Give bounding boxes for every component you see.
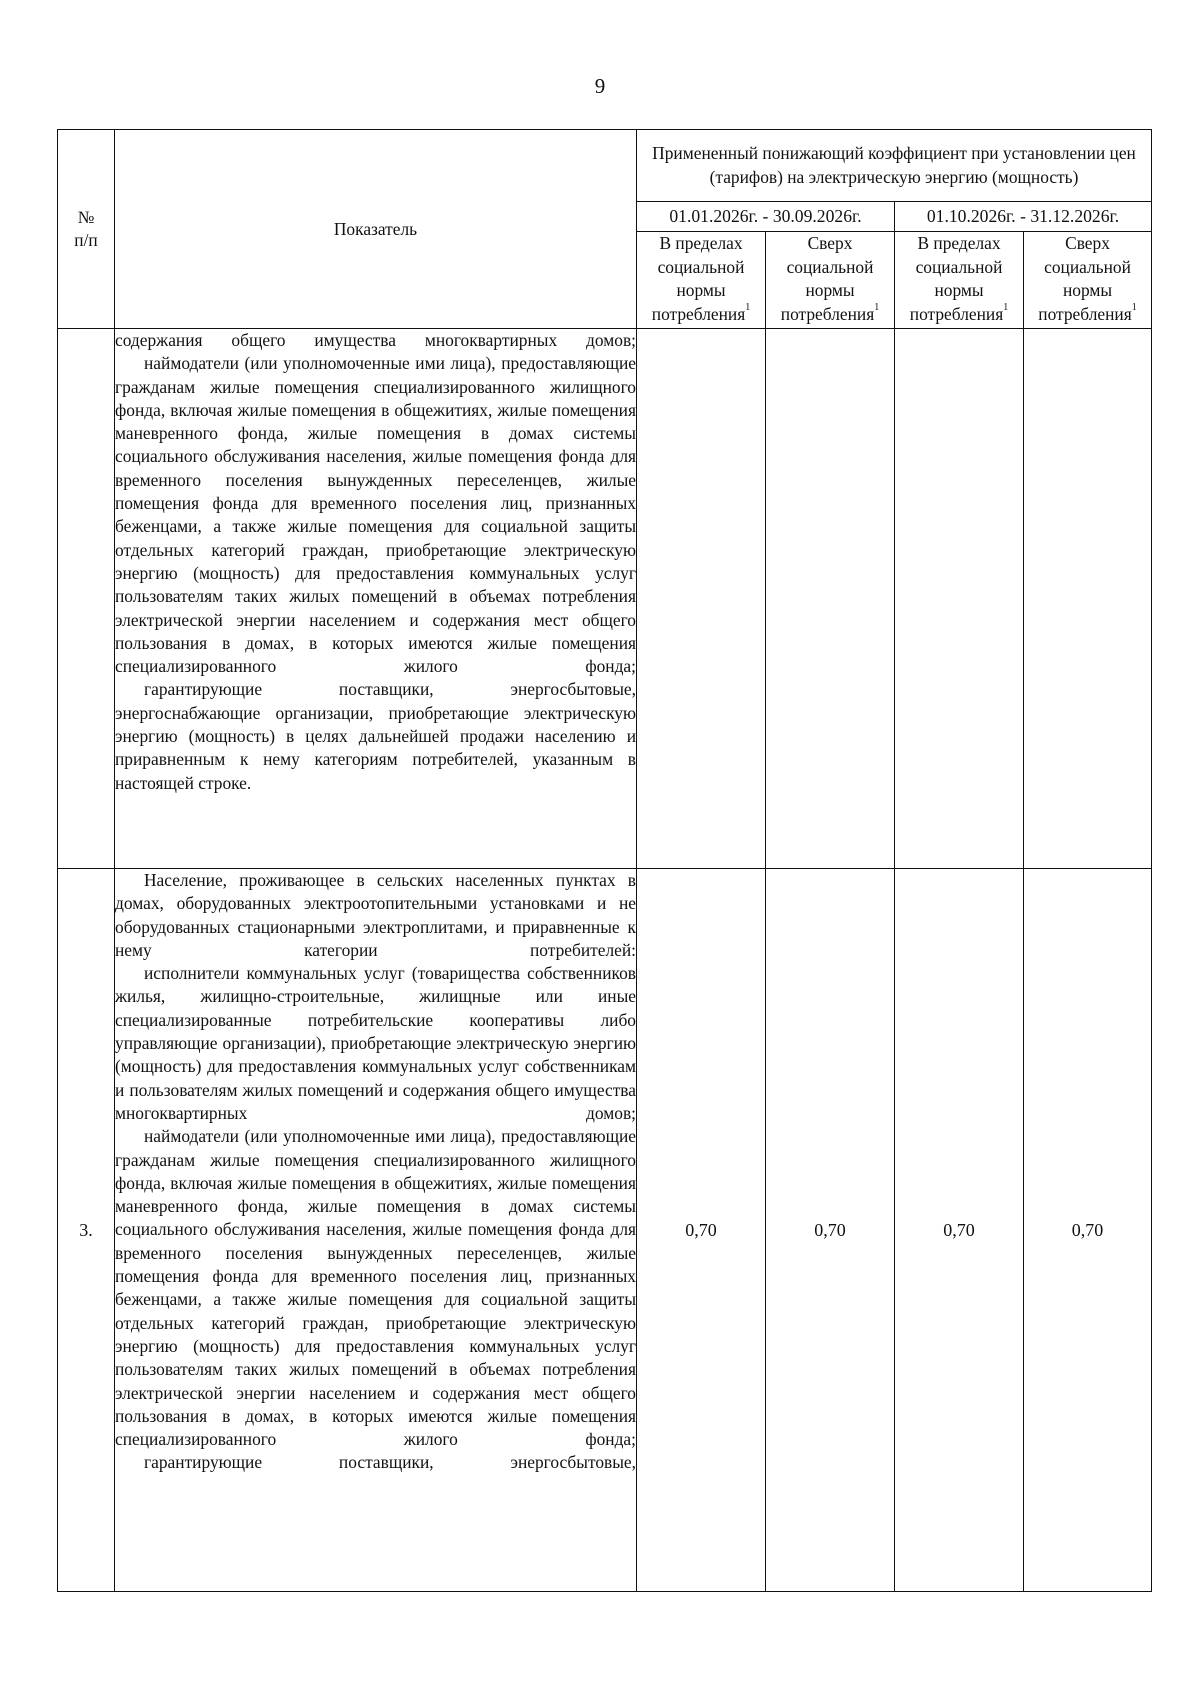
row-paragraph: наймодатели (или уполномоченные ими лица), предоставляющие гражданам жилые помещения специализированного жилищного фонда, включая жилые помещения в общежитиях, жилые помещения маневренного фонда, жилые помещения в домах системы социального обслуживания населения, жилые помещения фонда для временного поселения вынужденных переселенцев, жилые помещения фонда для временного поселения лиц, признанных беженцами, а также жилые помещения для социальной защиты отдельных категорий граждан, приобретающие электрическую энергию (мощность) для предоставления коммунальных услуг пользователям таких жилых помещений в объемах потребления электрической энергии населением и содержания мест общего пользования в домах, в которых имеются жилые помещения специализированного жилого фонда; [115,353,636,677]
header-num [58,130,115,329]
row-paragraph: наймодатели (или уполномоченные ими лица), предоставляющие гражданам жилые помещения специализированного жилищного фонда, включая жилые помещения в общежитиях, жилые помещения маневренного фонда, жилые помещения в домах системы социального обслуживания населения, жилые помещения фонда для временного поселения вынужденных переселенцев, жилые помещения фонда для временного поселения лиц, признанных беженцами, а также жилые помещения для социальной защиты отдельных категорий граждан, приобретающие электрическую энергию (мощность) для предоставления коммунальных услуг пользователям таких жилых помещений в объемах потребления электрической энергии населением и содержания мест общего пользования в домах, в которых имеются жилые помещения специализированного жилого фонда; [115,1126,636,1450]
header-group-title: Примененный понижающий коэффициент при установлении цен (тарифов) на электрическую энергию (мощность) [637,130,1152,202]
footnote-mark: 1 [745,301,751,313]
value-cell: 0,70 [1024,869,1152,1592]
header-sub-4 [1024,232,1152,329]
row-paragraph: содержания общего имущества многоквартирных домов; [115,330,636,350]
footnote-mark: 1 [1003,301,1009,313]
header-num-label: № п/п [74,207,98,250]
value-cell: 0,70 [637,869,766,1592]
header-sub-4-text: Сверх социальной нормы потребления [1038,233,1132,324]
value-cell: 0,70 [766,869,895,1592]
tariff-coefficient-table [57,129,1152,1592]
row-paragraph: гарантирующие поставщики, энергосбытовые, энергоснабжающие организации, приобретающие электрическую энергию (мощность) в целях дальнейшей продажи населению и приравненным к нему категориям потребителей, указанным в настоящей строке. [115,679,636,793]
value-cell [637,329,766,869]
value-cell [895,329,1024,869]
row-description [115,329,637,869]
header-period-2: 01.10.2026г. - 31.12.2026г. [895,202,1152,232]
header-sub-1-text: В пределах социальной нормы потребления [651,233,746,324]
table-row [58,869,1152,1592]
footnote-mark: 1 [874,301,880,313]
value-cell [1024,329,1152,869]
row-number: 3. [58,869,115,1592]
header-sub-3-text: В пределах социальной нормы потребления [909,233,1004,324]
row-paragraph: гарантирующие поставщики, энергосбытовые, [144,1452,636,1473]
header-sub-2 [766,232,895,329]
header-sub-1 [637,232,766,329]
header-indicator [115,130,637,329]
page-number: 9 [594,74,606,98]
row-description [115,869,637,1592]
footnote-mark: 1 [1131,301,1137,313]
header-sub-2-text: Сверх социальной нормы потребления [780,233,875,324]
row-paragraph: Население, проживающее в сельских населенных пунктах в домах, оборудованных электроотопительными установками и не оборудованных стационарными электроплитами, и приравненные к нему категории потребителей: [115,870,636,960]
header-indicator-label: Показатель [333,218,418,239]
header-period-1: 01.01.2026г. - 30.09.2026г. [637,202,895,232]
row-number [58,329,115,869]
value-cell [766,329,895,869]
row-paragraph: исполнители коммунальных услуг (товарищества собственников жилья, жилищно-строительные, жилищные или иные специализированные потребительские кооперативы либо управляющие организации), приобретающие электрическую энергию (мощность) для предоставления коммунальных услуг собственникам и пользователям жилых помещений и содержания общего имущества многоквартирных домов; [115,963,636,1123]
header-sub-3 [895,232,1024,329]
value-cell: 0,70 [895,869,1024,1592]
table-row [58,329,1152,869]
